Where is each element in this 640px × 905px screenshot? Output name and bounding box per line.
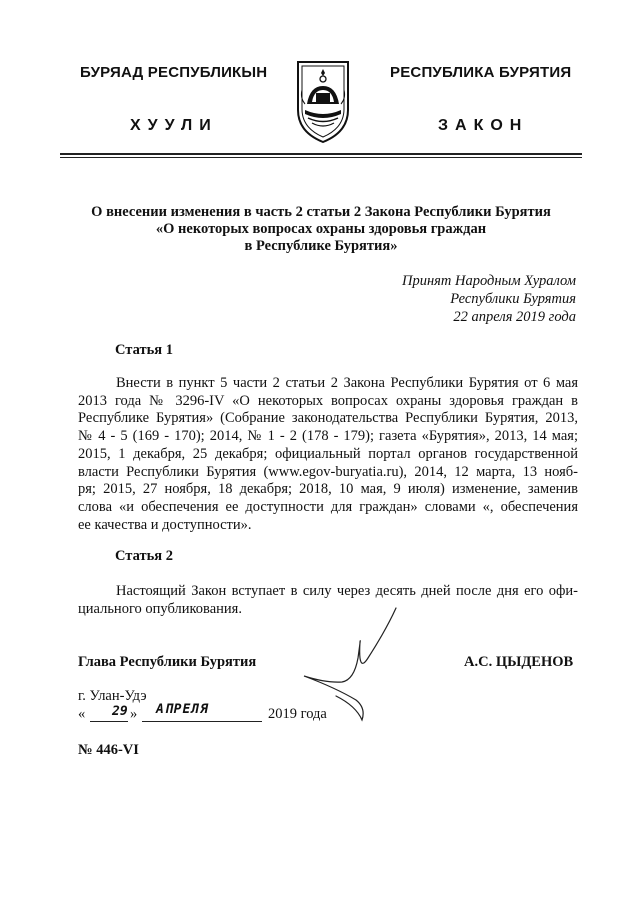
article-2-heading: Статья 2: [115, 548, 173, 564]
header-left-doc-type: ХУУЛИ: [130, 117, 218, 134]
adoption-block: [402, 272, 576, 326]
article-1-line: слова «и обеспечения ее доступности для граждан» словами «, обеспечения: [78, 498, 578, 515]
article-1-line: 2013 года № 3296-IV «О некоторых вопросах охраны здоровья граждан в: [78, 392, 578, 409]
title-line-2: «О некоторых вопросах охраны здоровья граждан: [155, 221, 487, 237]
adoption-line-1: Принят Народным Хуралом: [401, 273, 576, 289]
article-1-line: 2015, 1 декабря, 25 декабря; официальный портал органов государственной: [78, 445, 578, 462]
adoption-line-3: 22 апреля 2019 года: [453, 309, 576, 325]
date-day-underline: [90, 721, 128, 722]
title-line-1: О внесении изменения в часть 2 статьи 2 Закона Республики Бурятия: [91, 204, 551, 220]
article-2-line: Настоящий Закон вступает в силу через десять дней после дня его офи-: [116, 583, 578, 599]
adoption-line-2: Республики Бурятия: [450, 291, 576, 307]
article-1-line: власти Республики Бурятия (www.egov-buryatia.ru), 2014, 12 марта, 13 нояб-: [78, 463, 578, 480]
date-day: 29: [112, 704, 128, 719]
article-1-line: № 4 - 5 (169 - 170); 2014, № 1 - 2 (178 - 179); газета «Бурятия», 2013, 14 мая;: [78, 428, 578, 445]
date-line: [78, 702, 348, 726]
article-1-line: ря; 2015, 27 ноября, 18 декабря; 2018, 10 мая, 9 июля) изменение, заменив: [78, 481, 578, 498]
place-city: г. Улан-Удэ: [78, 688, 147, 704]
document-title: [60, 204, 582, 255]
date-month-underline: [142, 721, 262, 722]
title-line-3: в Республике Бурятия»: [244, 238, 398, 254]
article-1-heading: Статья 1: [115, 342, 173, 358]
header-right-title: РЕСПУБЛИКА БУРЯТИЯ: [390, 64, 572, 81]
header-right-doc-type: ЗАКОН: [438, 117, 529, 134]
article-1-line: ее качества и доступности».: [78, 516, 252, 533]
coat-of-arms-emblem-icon: [292, 58, 354, 144]
date-open-quote: «: [78, 706, 86, 722]
article-1-text: [78, 375, 578, 534]
law-number: № 446-VI: [78, 742, 139, 758]
header-rule-thick: [60, 153, 582, 155]
signatory-name: А.С. ЦЫДЕНОВ: [464, 654, 574, 670]
date-year: 2019 года: [268, 706, 327, 722]
date-close-quote: »: [130, 706, 138, 722]
header-rule-thin: [60, 157, 582, 158]
date-month: АПРЕЛЯ: [156, 702, 209, 717]
header-left-title: БУРЯАД РЕСПУБЛИКЫН: [80, 64, 268, 81]
article-2-line: циального опубликования.: [78, 600, 242, 617]
article-1-line: Внести в пункт 5 части 2 статьи 2 Закона Республики Бурятия от 6 мая: [116, 375, 578, 391]
signatory-position: Глава Республики Бурятия: [78, 654, 257, 670]
article-1-line: Республике Бурятия» (Собрание законодательства Республики Бурятия, 2013,: [78, 410, 578, 427]
